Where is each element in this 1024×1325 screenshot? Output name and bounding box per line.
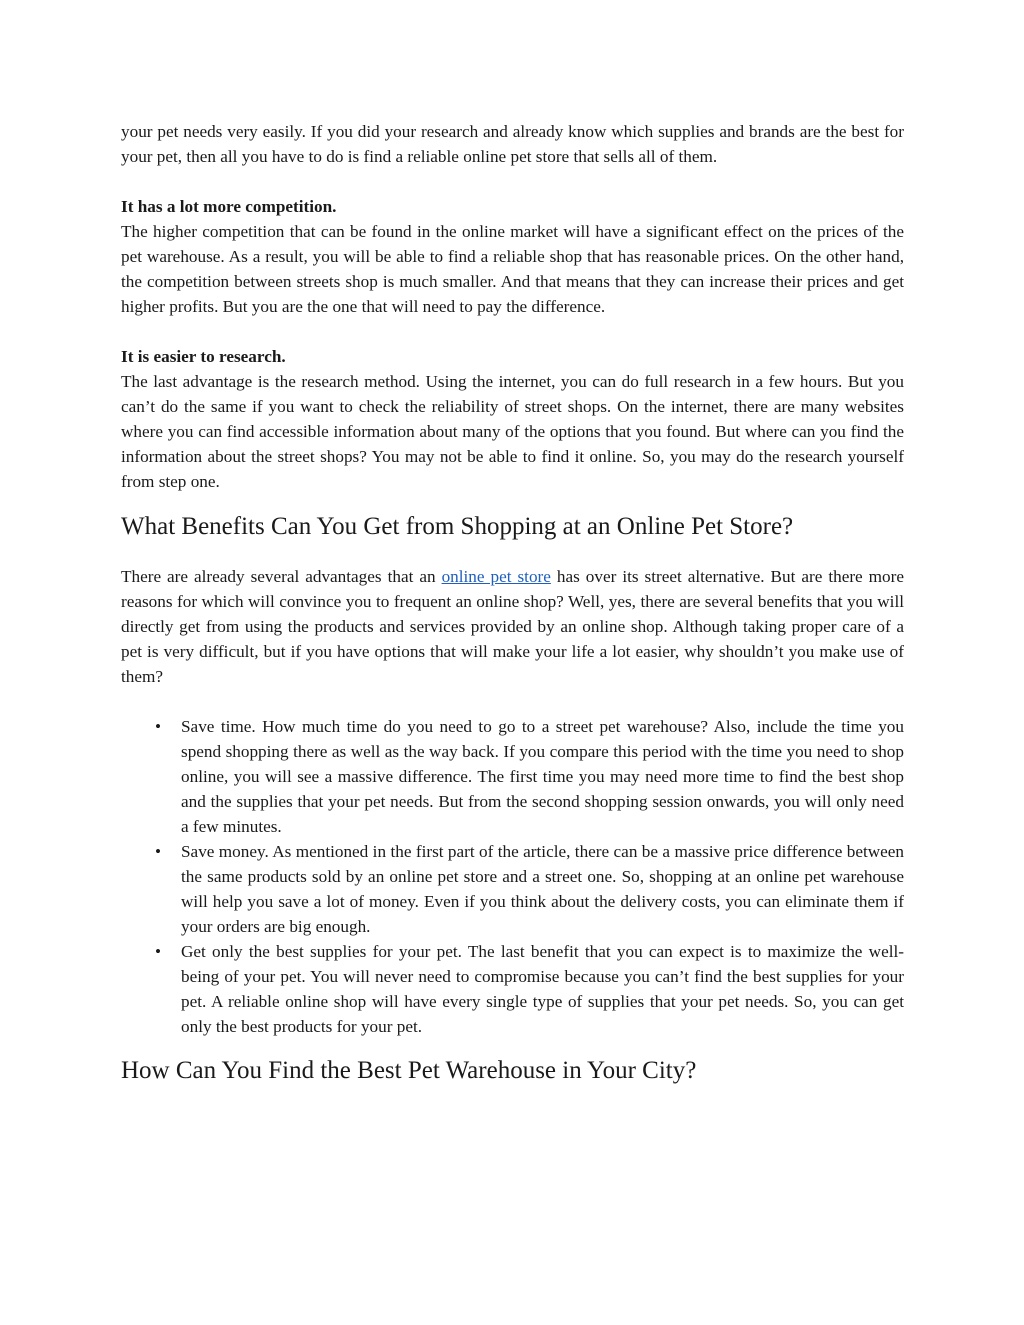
spacer <box>121 689 904 714</box>
competition-paragraph: The higher competition that can be found in the online market will have a significant effect on the prices of the pet warehouse. As a result, you will be able to find a reliable shop that has reasonable prices. On the other hand, the competition between streets shop is much smaller. And that means that they can increase their prices and get higher profits. But you are the one that will need to pay the difference. <box>121 222 904 316</box>
bullet-icon: • <box>155 717 162 736</box>
intro-paragraph: your pet needs very easily. If you did your research and already know which supplies and brands are the best for your pet, then all you have to do is find a reliable online pet store that sells all of them. <box>121 122 904 166</box>
online-pet-store-link[interactable]: online pet store <box>441 567 551 586</box>
list-item <box>121 839 904 939</box>
bullet-icon: • <box>155 942 162 961</box>
find-warehouse-title: How Can You Find the Best Pet Warehouse in Your City? <box>121 1057 697 1084</box>
benefits-intro-after-link: has over its street alternative. But are there more reasons for which will convince you to frequent an online shop? Well, yes, there are several benefits that you will directly get from using the products and services provided by an online shop. Although taking proper care of a pet is very difficult, but if you have options that will make your life a lot easier, why shouldn’t you make use of them? <box>121 567 904 686</box>
benefits-intro-before-link: There are already several advantages that an <box>121 567 436 586</box>
competition-heading: It has a lot more competition. <box>121 197 337 216</box>
list-item <box>121 714 904 839</box>
list-item-text: Get only the best supplies for your pet. The last benefit that you can expect is to maximize the well-being of your pet. You will never need to compromise because you can’t find the best supplies for your pet. A reliable online shop will have every single type of supplies that your pet needs. So, you can get only the best products for your pet. <box>181 942 904 1036</box>
research-paragraph: The last advantage is the research method. Using the internet, you can do full research in a few hours. But you can’t do the same if you want to check the reliability of street shops. On the internet, there are many websites where you can find accessible information about many of the options that you found. But where can you find the information about the street shops? You may not be able to find it online. So, you may do the research yourself from step one. <box>121 372 904 491</box>
spacer <box>121 319 904 344</box>
research-heading: It is easier to research. <box>121 347 286 366</box>
list-item-text: Save money. As mentioned in the first part of the article, there can be a massive price difference between the same products sold by an online pet store and a street one. So, shopping at an online pet warehouse will help you save a lot of money. Even if you think about the delivery costs, you can eliminate them if your orders are big enough. <box>181 842 904 936</box>
spacer <box>121 169 904 194</box>
document-page <box>121 119 904 1086</box>
benefits-title: What Benefits Can You Get from Shopping at an Online Pet Store? <box>121 513 794 540</box>
benefits-intro-paragraph <box>121 564 904 689</box>
benefits-list <box>121 714 904 1039</box>
bullet-icon: • <box>155 842 162 861</box>
list-item <box>121 939 904 1039</box>
list-item-text: Save time. How much time do you need to go to a street pet warehouse? Also, include the time you spend shopping there as well as the way back. If you compare this period with the time you need to shop online, you will see a massive difference. The first time you may need more time to find the best shop and the supplies that your pet needs. But from the second shopping session onwards, you will only need a few minutes. <box>181 717 904 836</box>
